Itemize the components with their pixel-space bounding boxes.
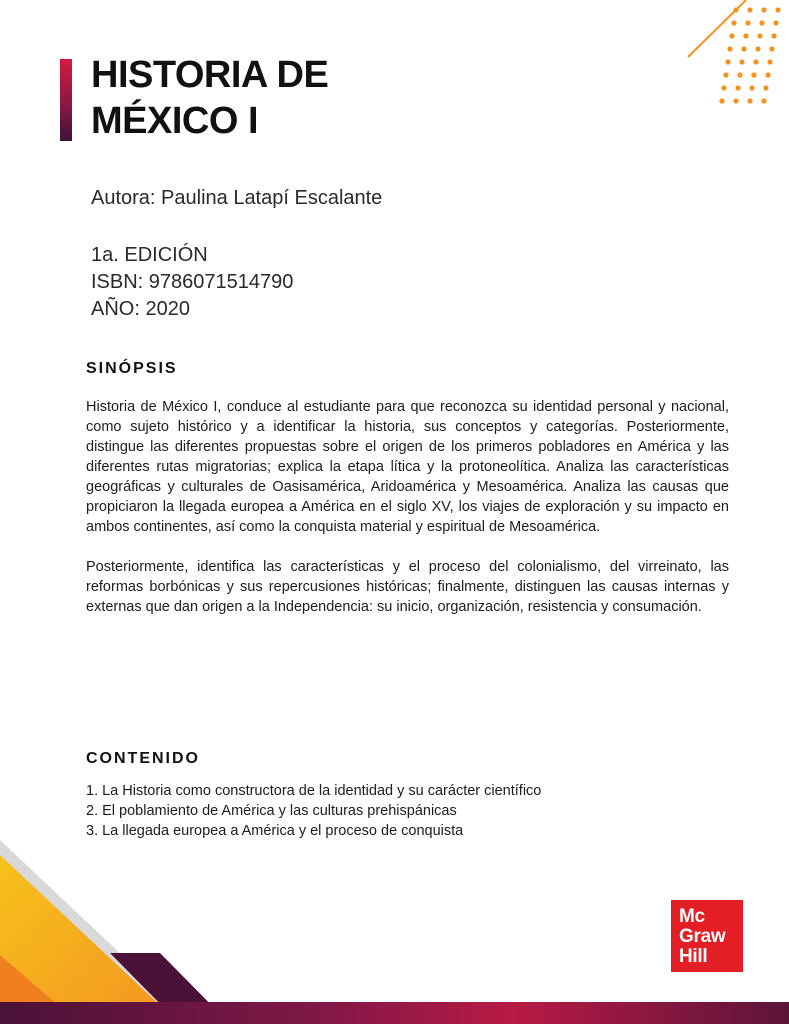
decor-dot <box>741 46 746 51</box>
page-title <box>91 52 328 144</box>
decor-dot <box>747 98 752 103</box>
decor-dot <box>761 98 766 103</box>
decor-dot <box>757 33 762 38</box>
decor-dot <box>729 33 734 38</box>
decor-dot <box>775 7 780 12</box>
title-line-2: MÉXICO I <box>91 100 259 142</box>
decor-dot <box>751 72 756 77</box>
decor-dot <box>773 20 778 25</box>
decor-dot <box>721 85 726 90</box>
decor-dot <box>733 7 738 12</box>
contents-item: 2. El poblamiento de América y las culturas prehispánicas <box>86 803 457 819</box>
decor-dot <box>771 33 776 38</box>
edition: 1a. EDICIÓN <box>91 244 208 266</box>
contents-list <box>86 781 541 841</box>
mcgraw-hill-logo <box>671 900 743 972</box>
year: AÑO: 2020 <box>91 298 190 320</box>
synopsis-body <box>86 397 729 637</box>
decor-dot <box>719 98 724 103</box>
decor-dot <box>737 72 742 77</box>
decor-dot <box>765 72 770 77</box>
author: Autora: Paulina Latapí Escalante <box>91 187 383 209</box>
decor-dot <box>759 20 764 25</box>
decor-dot <box>739 59 744 64</box>
decor-dot <box>747 7 752 12</box>
contents-item: 1. La Historia como constructora de la identidad y su carácter científico <box>86 783 542 799</box>
decor-dot <box>727 46 732 51</box>
synopsis-heading: SINÓPSIS <box>86 360 178 377</box>
corner-triangles-decoration <box>0 835 230 1024</box>
decor-dot <box>763 85 768 90</box>
decor-dot <box>731 20 736 25</box>
logo-line-3: Hill <box>679 946 708 967</box>
decor-dot <box>767 59 772 64</box>
publication-info <box>91 242 293 323</box>
decor-dot <box>743 33 748 38</box>
decor-dot <box>733 98 738 103</box>
decor-dot <box>725 59 730 64</box>
logo-line-2: Graw <box>679 926 726 947</box>
corner-dots-decoration <box>680 0 789 115</box>
decor-dot <box>723 72 728 77</box>
decor-dot <box>755 46 760 51</box>
decor-dot <box>761 7 766 12</box>
synopsis-paragraph-1: Historia de México I, conduce al estudiante para que reconozca su identidad personal y nacional, como sujeto histórico y a identificar la historia, sus conceptos y categorías. Posteriormente, distingue las diferentes propuestas sobre el origen de los primeros pobladores en América y las diferentes rutas migratorias; explica la etapa lítica y la protoneolítica. Analiza las características geográficas y culturales de Oasisamérica, Aridoamérica y Mesoamérica. Analiza las causas que propiciaron la llegada europea a América en el siglo XV, los viajes de exploración y su impacto en ambos continentes, así como la conquista material y espiritual de Mesoamérica. <box>86 399 729 535</box>
title-line-1: HISTORIA DE <box>91 54 329 96</box>
contents-item: 3. La llegada europea a América y el proceso de conquista <box>86 823 464 839</box>
decor-dot <box>749 85 754 90</box>
bottom-band <box>0 1002 789 1024</box>
decor-dot <box>745 20 750 25</box>
isbn: ISBN: 9786071514790 <box>91 271 294 293</box>
decor-dot <box>769 46 774 51</box>
contents-heading: CONTENIDO <box>86 750 200 767</box>
decor-dot <box>753 59 758 64</box>
decor-dot <box>735 85 740 90</box>
title-accent-bar <box>60 59 72 141</box>
logo-line-1: Mc <box>679 906 705 927</box>
synopsis-paragraph-2: Posteriormente, identifica las características y el proceso del colonialismo, del virreinato, las reformas borbónicas y sus repercusiones históricas; finalmente, distinguen las causas internas y externas que dan origen a la Independencia: su inicio, organización, resistencia y consumación. <box>86 559 729 615</box>
